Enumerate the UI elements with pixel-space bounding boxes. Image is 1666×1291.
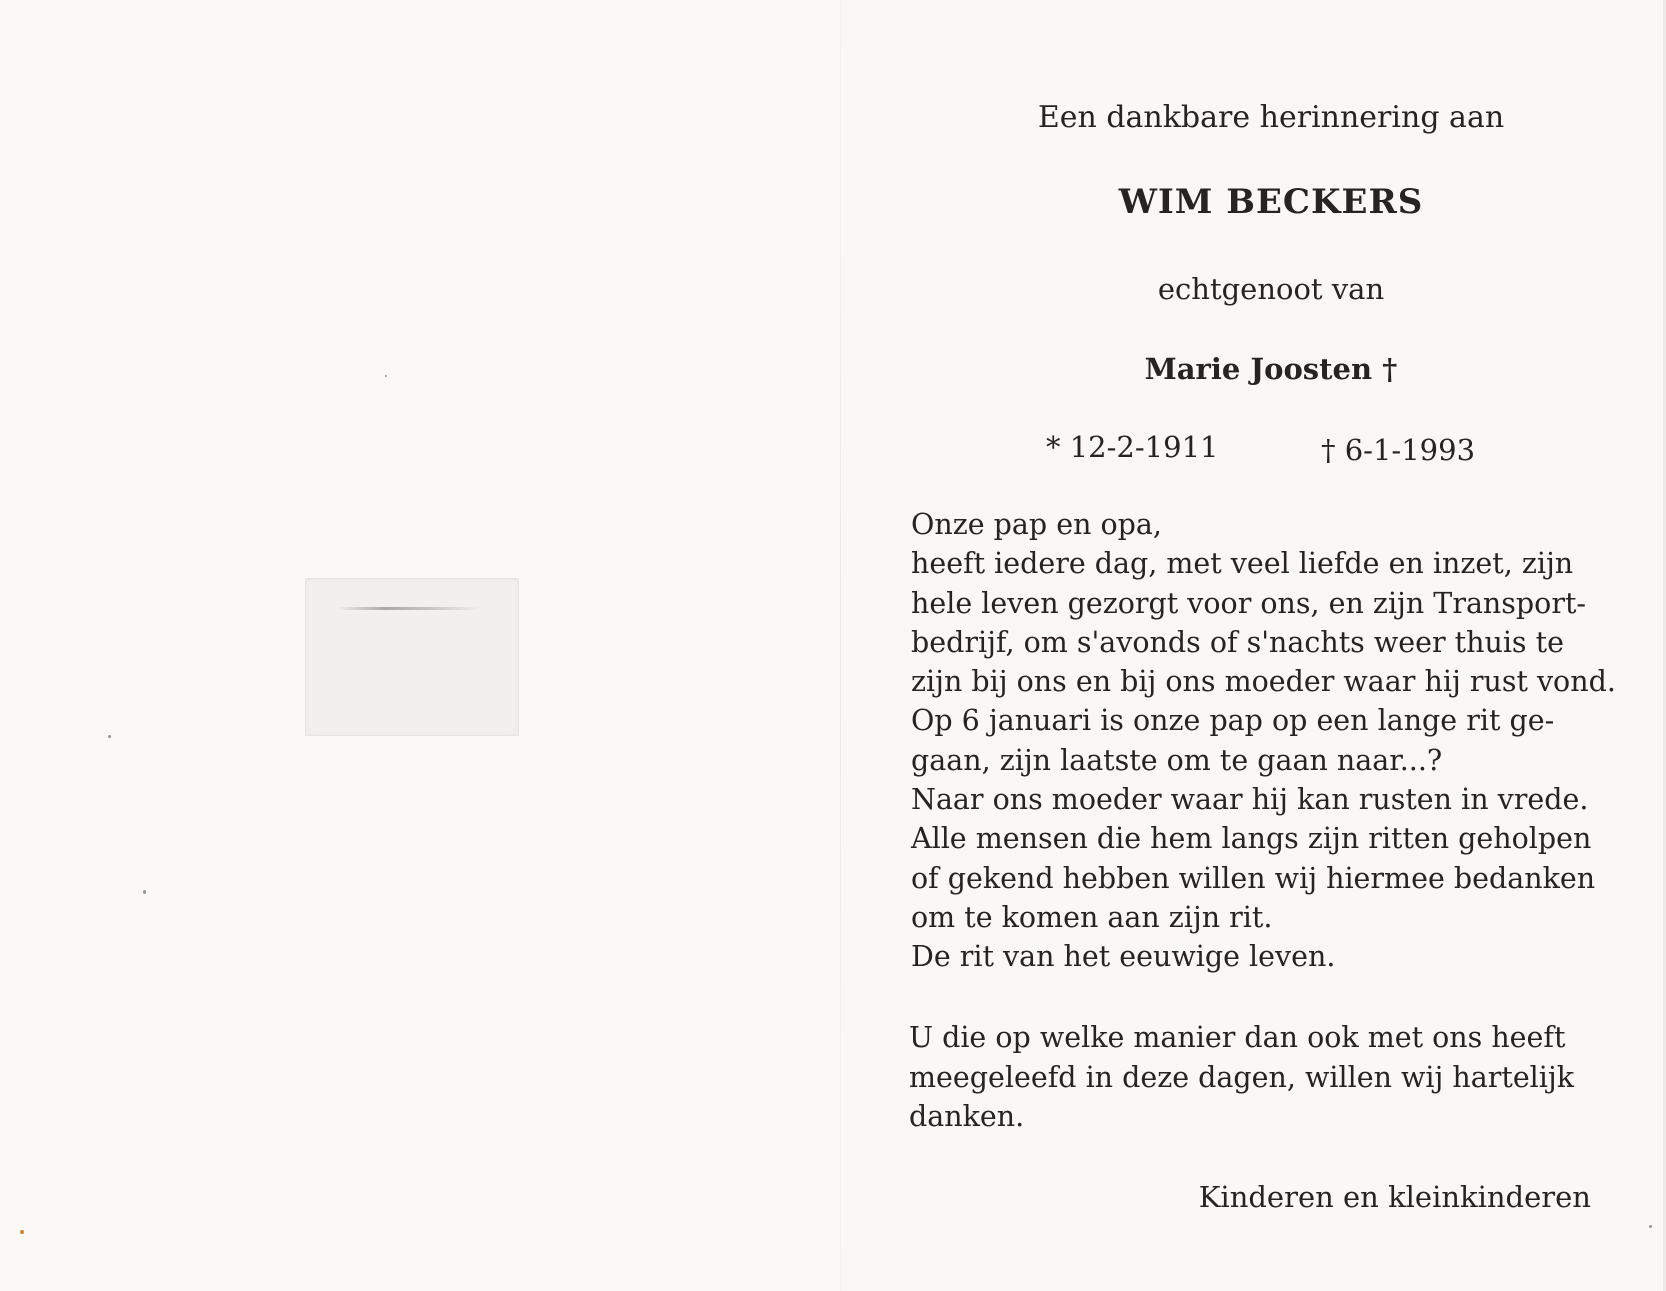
signature: Kinderen en kleinkinderen: [1198, 1180, 1591, 1214]
text-line: danken.: [909, 1100, 1025, 1133]
card-heading: Een dankbare herinnering aan: [1037, 100, 1505, 135]
paper-speck: [108, 735, 111, 738]
spouse-label: echtgenoot van: [1157, 272, 1385, 306]
spouse-name: Marie Joosten †: [1144, 352, 1398, 386]
text-line: of gekend hebben willen wij hiermee bedanken: [911, 861, 1596, 895]
text-line: om te komen aan zijn rit.: [911, 900, 1273, 934]
text-line: gaan, zijn laatste om te gaan naar...?: [911, 743, 1443, 777]
death-date: † 6-1-1993: [1321, 433, 1476, 467]
paper-speck: [143, 890, 146, 894]
photo-placeholder: [305, 578, 519, 736]
deceased-name: WIM BECKERS: [1118, 182, 1424, 222]
text-line: meegeleefd in deze dagen, willen wij hartelijk: [909, 1060, 1575, 1094]
text-line: zijn bij ons en bij ons moeder waar hij rust vond.: [911, 665, 1616, 699]
paper-speck: [20, 1230, 24, 1234]
paper-speck: [385, 375, 387, 377]
adhesive-streak: [336, 607, 481, 610]
text-line: U die op welke manier dan ook met ons heeft: [909, 1021, 1566, 1054]
text-line: heeft iedere dag, met veel liefde en inzet, zijn: [911, 547, 1574, 581]
birth-date: * 12-2-1911: [1046, 430, 1219, 464]
text-line: Op 6 januari is onze pap op een lange rit ge-: [911, 704, 1555, 738]
text-line: Naar ons moeder waar hij kan rusten in vrede.: [911, 783, 1589, 817]
memorial-text: [911, 505, 1616, 977]
text-line: Onze pap en opa,: [911, 508, 1162, 541]
paper-speck: [1649, 1225, 1652, 1228]
text-line: bedrijf, om s'avonds of s'nachts weer thuis te: [911, 625, 1564, 659]
right-panel: [841, 0, 1663, 1291]
text-line: De rit van het eeuwige leven.: [911, 940, 1336, 974]
thanks-text: [909, 1018, 1589, 1137]
text-line: hele leven gezorgt voor ons, en zijn Transport-: [911, 586, 1587, 620]
text-line: Alle mensen die hem langs zijn ritten geholpen: [911, 822, 1592, 856]
